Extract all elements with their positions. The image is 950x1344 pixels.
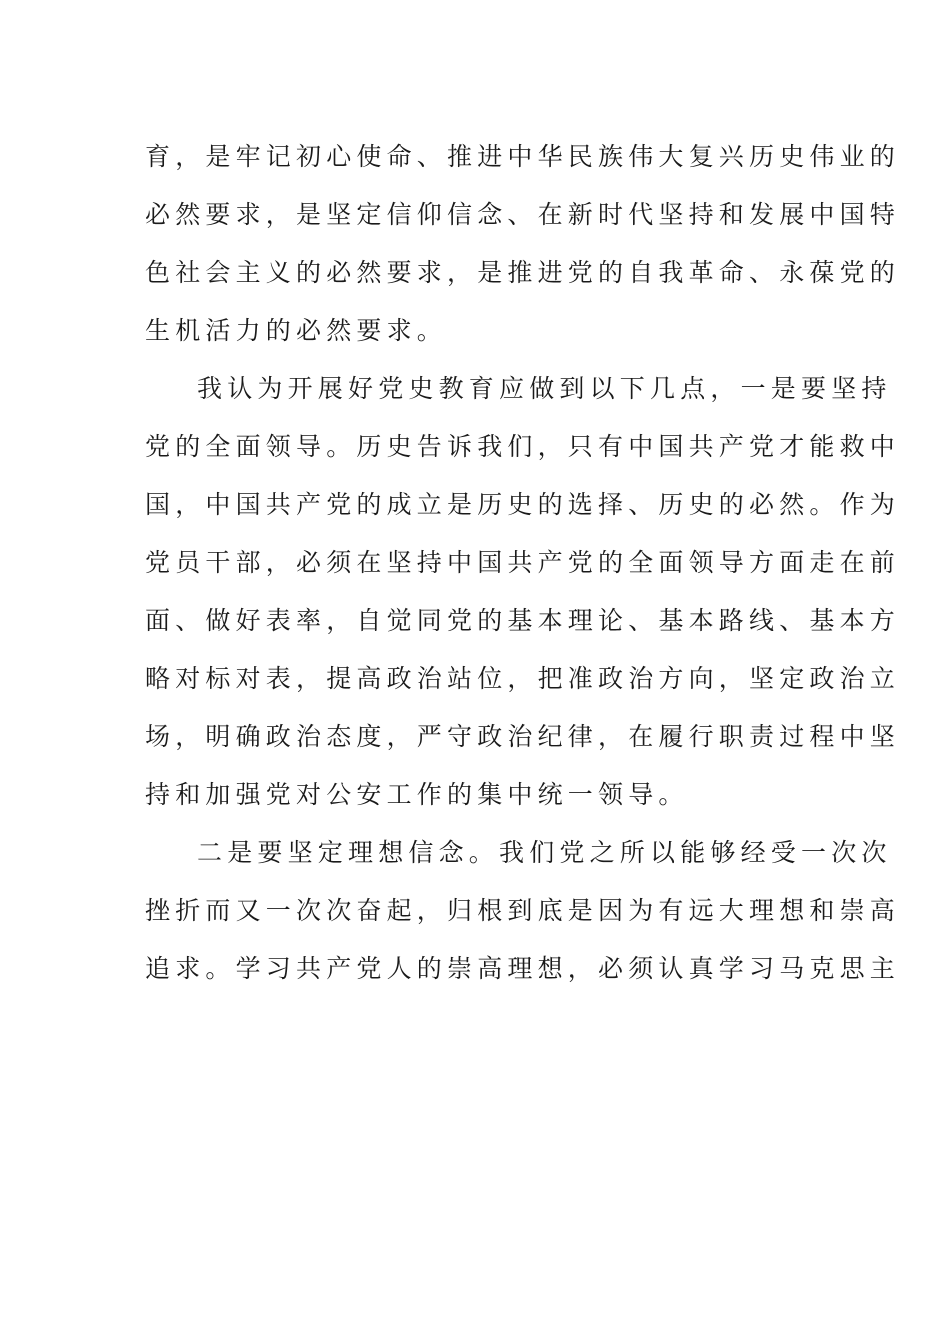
text-line: 色社会主义的必然要求，是推进党的自我革命、永葆党的 bbox=[145, 258, 901, 287]
paragraph-first-line: 我认为开展好党史教育应做到以下几点，一是要坚持 bbox=[197, 374, 892, 403]
text-line: 追求。学习共产党人的崇高理想，必须认真学习马克思主 bbox=[145, 954, 901, 983]
text-line: 略对标对表，提高政治站位，把准政治方向，坚定政治立 bbox=[145, 664, 901, 693]
text-line: 面、做好表率，自觉同党的基本理论、基本路线、基本方 bbox=[145, 606, 901, 635]
text-line: 挫折而又一次次奋起，归根到底是因为有远大理想和崇高 bbox=[145, 896, 901, 925]
text-line: 党的全面领导。历史告诉我们，只有中国共产党才能救中 bbox=[145, 432, 901, 461]
text-line: 生机活力的必然要求。 bbox=[145, 316, 448, 345]
text-line: 国，中国共产党的成立是历史的选择、历史的必然。作为 bbox=[145, 490, 901, 519]
body-text bbox=[145, 128, 901, 998]
text-line: 场，明确政治态度，严守政治纪律，在履行职责过程中坚 bbox=[145, 722, 901, 751]
text-line: 必然要求，是坚定信仰信念、在新时代坚持和发展中国特 bbox=[145, 200, 901, 229]
text-line: 育，是牢记初心使命、推进中华民族伟大复兴历史伟业的 bbox=[145, 142, 901, 171]
paragraph-first-line: 二是要坚定理想信念。我们党之所以能够经受一次次 bbox=[197, 838, 892, 867]
text-line: 党员干部，必须在坚持中国共产党的全面领导方面走在前 bbox=[145, 548, 901, 577]
text-line: 持和加强党对公安工作的集中统一领导。 bbox=[145, 780, 689, 809]
